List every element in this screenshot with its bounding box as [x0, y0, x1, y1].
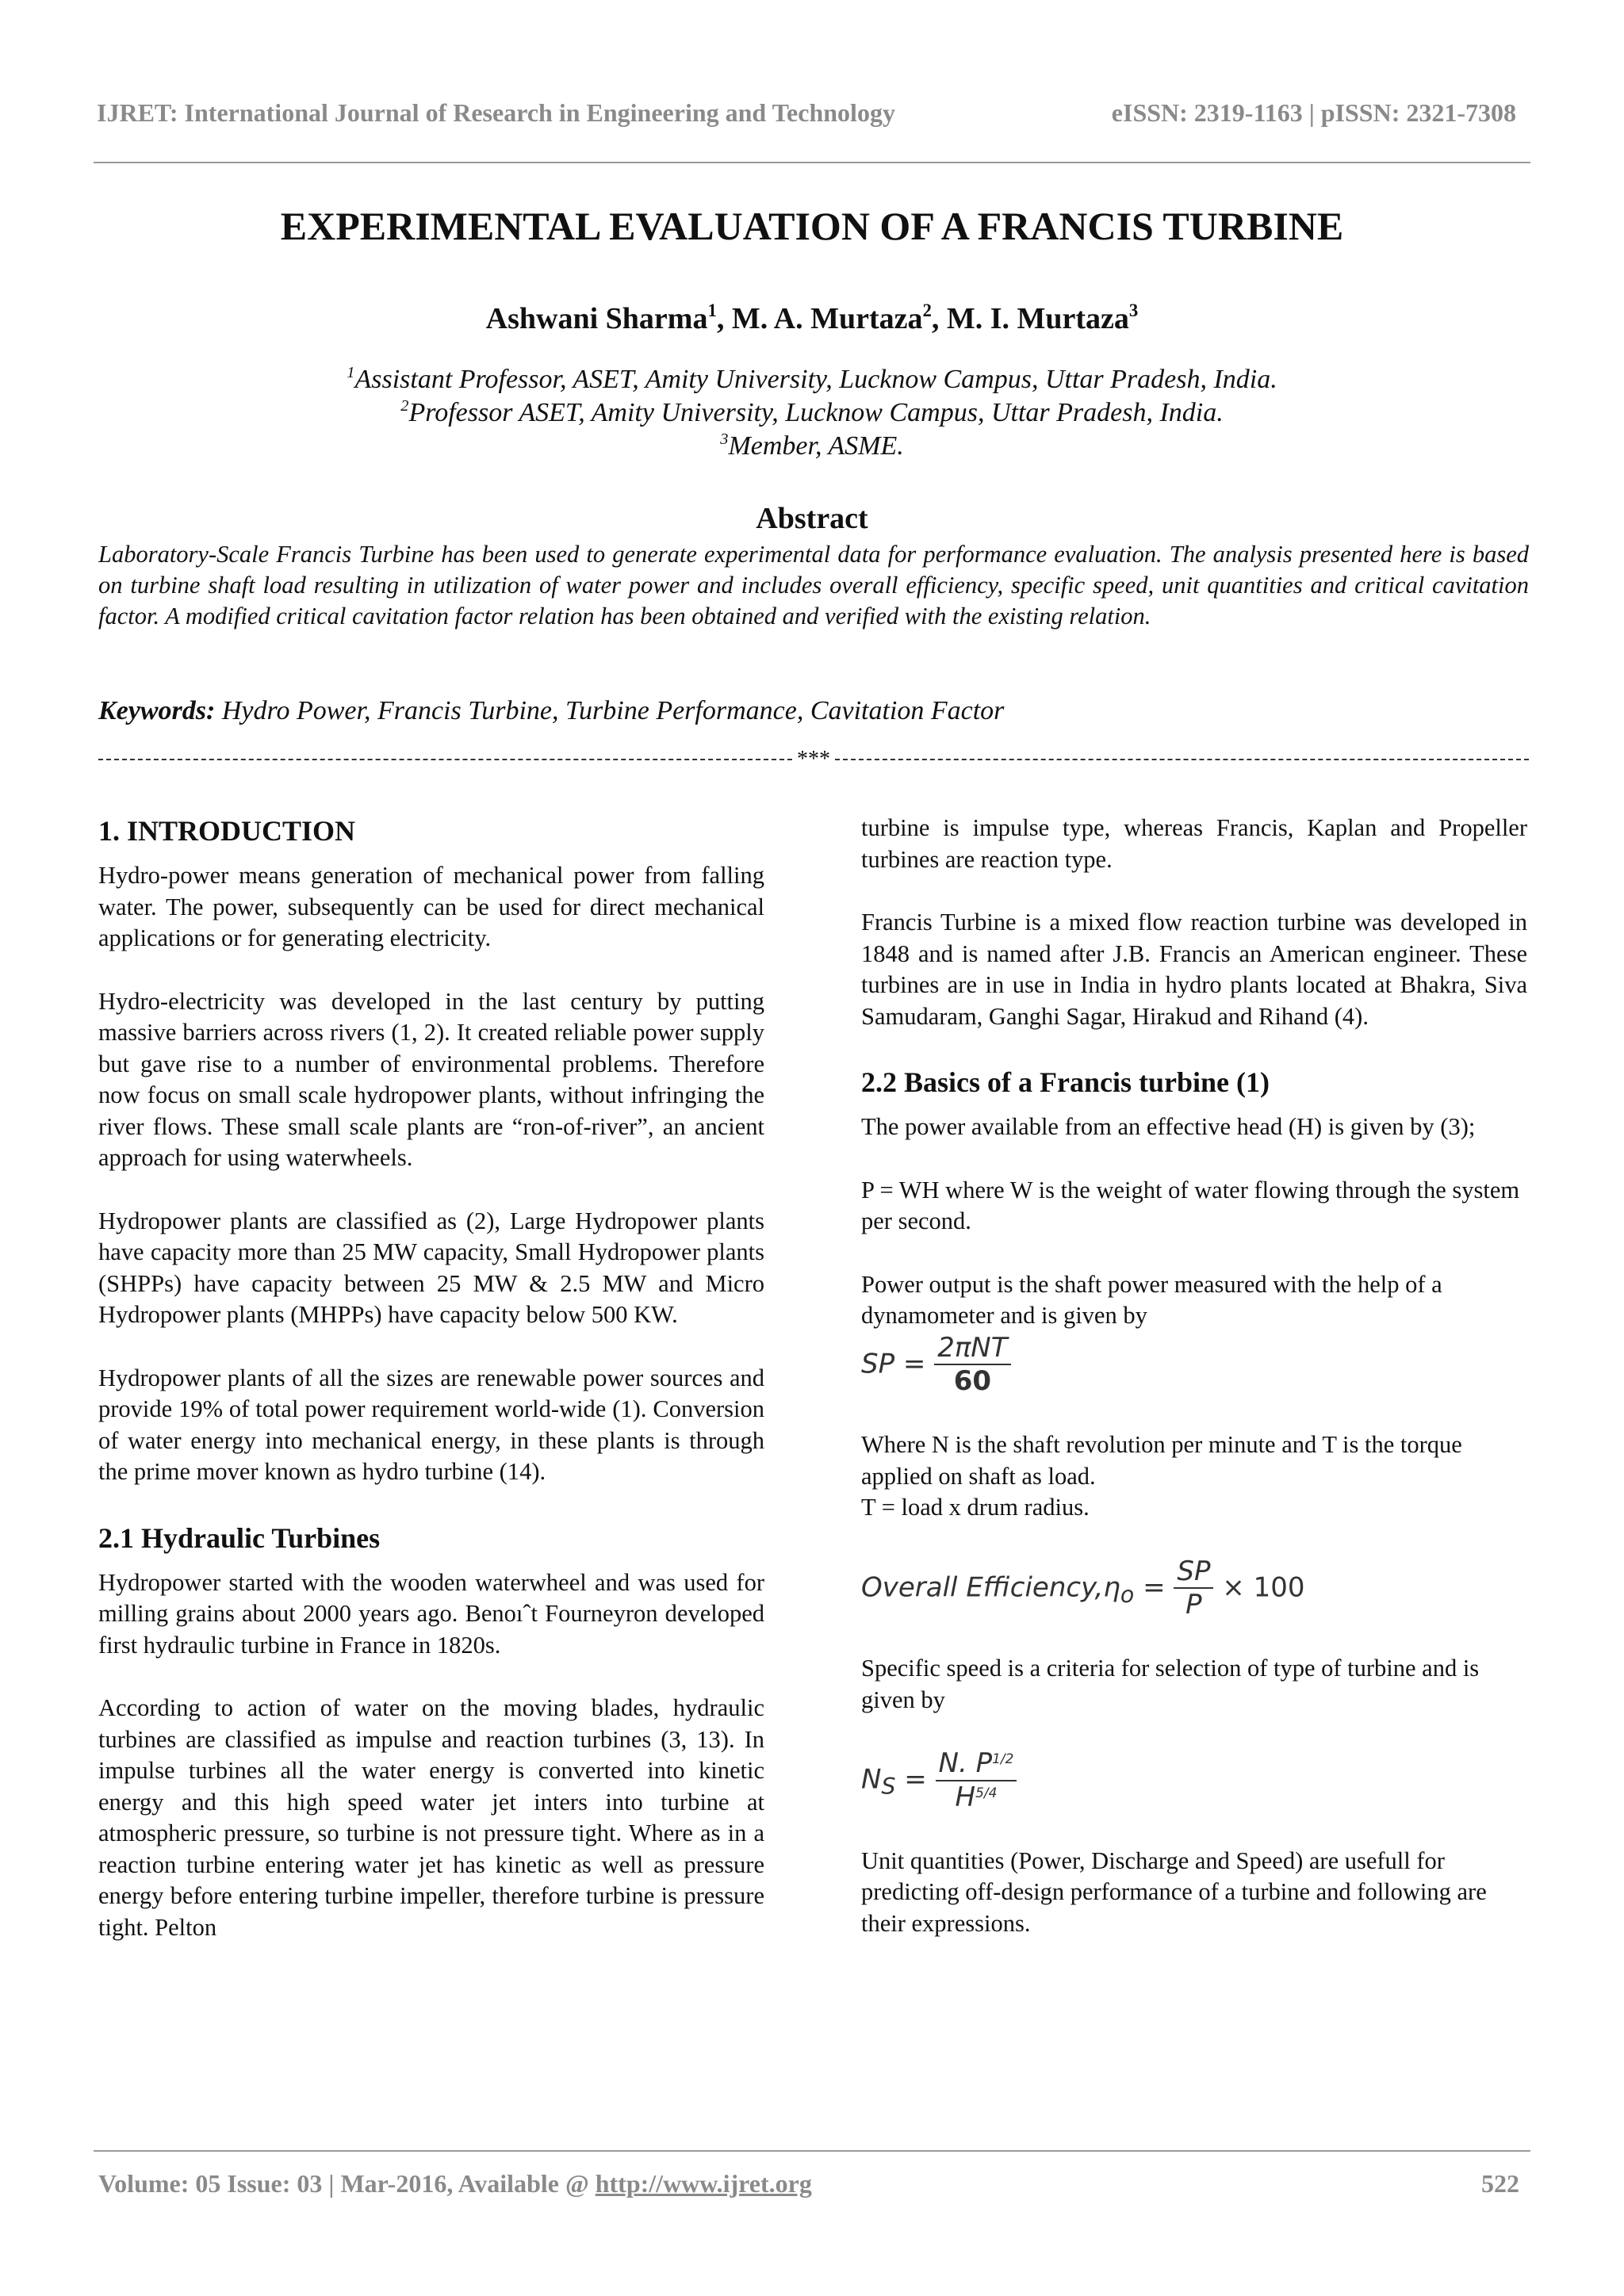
keywords-label: Keywords: — [98, 696, 216, 725]
running-footer — [98, 2169, 1519, 2198]
paragraph: According to action of water on the moving blades, hydraulic turbines are classified as impulse and reaction turbines (3, 13). In impulse turbines all the water energy is converted into kinetic energy and this high speed water jet inters into turbine at atmospheric pressure, so turbine is not pressure tight. Where as in a reaction turbine entering water jet has kinetic as well as pressure energy before entering turbine impeller, therefore turbine is pressure tight. Pelton — [98, 1694, 764, 1941]
separator-stars: *** — [797, 747, 830, 771]
footer-volume: Volume: 05 Issue: 03 | Mar-2016, Available @ http://www.ijret.org — [98, 2169, 812, 2198]
paragraph: Hydropower plants are classified as (2), Large Hydropower plants have capacity more than 25 MW capacity, Small Hydropower plants (SHPPs) have capacity between 25 MW & 2.5 MW and Micro Hydropower plants (MHPPs) have capacity below 500 KW. — [98, 1207, 764, 1328]
paragraph: turbine is impulse type, whereas Francis, Kaplan and Propeller turbines are reaction type. — [861, 814, 1527, 873]
paragraph: Hydro-electricity was developed in the last century by putting massive barriers across rivers (1, 2). It created reliable power supply but gave rise to a number of environmental problems. Therefore now focus on small scale hydropower plants, without infringing the river flows. These small scale plants are “ron-of-river”, an ancient approach for using waterwheels. — [98, 987, 764, 1171]
section-heading-introduction: 1. INTRODUCTION — [98, 815, 356, 847]
author-name: M. A. Murtaza — [731, 302, 923, 335]
right-column — [861, 813, 1527, 1971]
specific-speed-formula: $N_S$ = $\frac{N. P^{1/2}}{H^{5/4}}$ — [861, 1747, 1527, 1814]
paragraph: Unit quantities (Power, Discharge and Speed) are usefull for predicting off-design performance of a turbine and following are their expressions. — [861, 1846, 1487, 1937]
header-rule — [94, 162, 1530, 163]
paper-title: EXPERIMENTAL EVALUATION OF A FRANCIS TURBINE — [280, 204, 1344, 248]
abstract-heading: Abstract — [756, 502, 868, 535]
keywords — [98, 696, 1529, 726]
section-heading-hydraulic-turbines: 2.1 Hydraulic Turbines — [98, 1521, 381, 1554]
paragraph: Hydropower started with the wooden waterwheel and was used for milling grains about 2000 years ago. Benoıˆt Fourneyron developed first hydraulic turbine in France in 1820s. — [98, 1568, 764, 1659]
paragraph: The power available from an effective head (H) is given by (3); — [861, 1113, 1476, 1140]
abstract-text: Laboratory-Scale Francis Turbine has been used to generate experimental data for performance evaluation. The analysis presented here is based on turbine shaft load resulting in utilization of water power and includes overall efficiency, specific speed, unit quantities and critical cavitation factor. A modified critical cavitation factor relation has been obtained and verified with the existing relation. — [98, 541, 1529, 629]
author-list: Ashwani Sharma$^1$, M. A. Murtaza$^2$, M. I. Murtaza$^3$ — [485, 300, 1139, 335]
running-header — [97, 98, 1516, 128]
paragraph: P = WH where W is the weight of water flowing through the system per second. — [861, 1176, 1520, 1234]
keywords-text: Hydro Power, Francis Turbine, Turbine Performance, Cavitation Factor — [215, 696, 1005, 725]
author-name: M. I. Murtaza — [946, 302, 1129, 335]
affiliations — [0, 363, 1624, 463]
affiliation: $^2$Professor ASET, Amity University, Lucknow Campus, Uttar Pradesh, India. — [400, 396, 1224, 427]
paragraph: Specific speed is a criteria for selection of type of turbine and is given by — [861, 1655, 1480, 1713]
paragraph: Francis Turbine is a mixed flow reaction turbine was developed in 1848 and is named after J.B. Francis an American engineer. These turbines are in use in India in hydro plants located at Bhakra, Siva Samudaram, Ganghi Sagar, Hirakud and Rihand (4). — [861, 909, 1527, 1030]
paragraph: Power output is the shaft power measured with the help of a dynamometer and is given by — [861, 1270, 1442, 1329]
paragraph: Hydropower plants of all the sizes are renewable power sources and provide 19% of total power requirement world-wide (1). Conversion of water energy into mechanical energy, in these plants is through the prime mover known as hydro turbine (14). — [98, 1364, 764, 1485]
author-sup: 1 — [707, 300, 717, 321]
section-separator — [98, 747, 1529, 772]
shaft-power-formula: SP = $\frac{\text{2πNT}}{60}$ — [861, 1332, 1527, 1399]
affiliation: $^1$Assistant Professor, ASET, Amity University, Lucknow Campus, Uttar Pradesh, India. — [347, 363, 1277, 394]
footer-rule — [94, 2150, 1530, 2152]
issn: eISSN: 2319-1163 | pISSN: 2321-7308 — [1111, 98, 1516, 127]
overall-efficiency-formula: Overall $Efficiency,\eta_o$ = $\frac{SP}{P}$ × 100 — [861, 1555, 1305, 1621]
journal-name: IJRET: International Journal of Research in Engineering and Technology — [97, 98, 895, 127]
journal-link[interactable]: http://www.ijret.org — [595, 2169, 812, 2198]
paragraph: T = load x drum radius. — [861, 1494, 1090, 1521]
paragraph: Where N is the shaft revolution per minute and T is the torque applied on shaft as load. — [861, 1431, 1462, 1490]
section-heading-francis-basics: 2.2 Basics of a Francis turbine (1) — [861, 1066, 1270, 1098]
left-column — [98, 813, 764, 1975]
author-sup: 3 — [1128, 300, 1139, 321]
author-sup: 2 — [922, 300, 932, 321]
paragraph: Hydro-power means generation of mechanical power from falling water. The power, subsequently can be used for direct mechanical applications or for generating electricity. — [98, 862, 764, 951]
separator-dash — [835, 759, 1529, 760]
page-number: 522 — [1481, 2169, 1519, 2198]
separator-dash — [98, 759, 792, 760]
author-name: Ashwani Sharma — [485, 302, 708, 335]
affiliation: $^3$Member, ASME. — [720, 430, 904, 461]
